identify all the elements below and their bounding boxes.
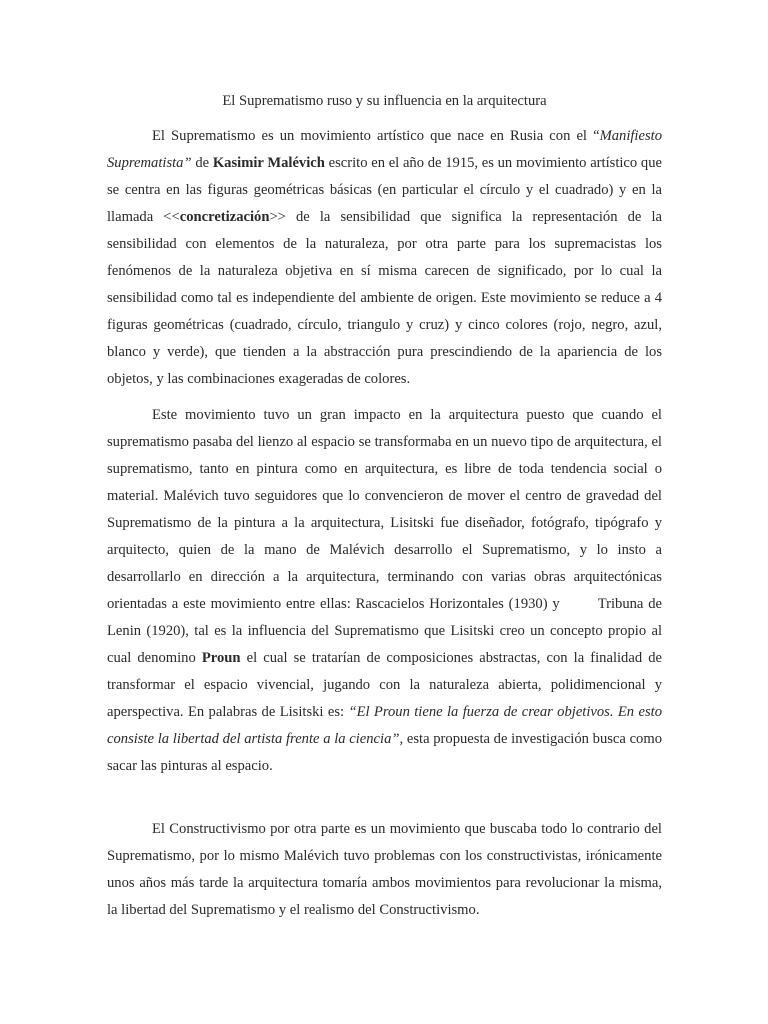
p1-term-concretizacion: concretización — [179, 209, 270, 225]
p2-text-2: Tribuna de Lenin (1920), tal es la influencia del Suprematismo que Lisitski creo un concepto propio al cual denomino — [107, 596, 663, 666]
p1-text-1: El Suprematismo es un movimiento artístico que nace en Rusia con el “ — [152, 128, 600, 144]
p3-text-1: El Constructivismo por otra parte es un movimiento que buscaba todo lo contrario del Suprematismo, por lo mismo Malévich tuvo problemas con los constructivistas, irónicamente unos años más tarde la arquitectura tomaría ambos movimientos para revolucionar la misma, la libertad del Suprematismo y el realismo del Constructivismo. — [107, 821, 662, 918]
p1-text-5: escrito en el año de 1915, es un movimiento artístico que se centra en las figuras geométricas básicas (en particular el círculo y el cuadrado) y en la llamada << — [107, 155, 662, 225]
p2-quote: “El Proun tiene la fuerza de crear objetivos. En esto consiste la libertad del artista frente a la ciencia”, — [107, 704, 662, 747]
p2-text-4: el cual se tratarían de composiciones abstractas, con la finalidad de transformar el espacio vivencial, jugando con la naturaleza abierta, polidimencional y aperspectiva. En palabras de Lisitski es: — [107, 650, 662, 720]
p1-author-name: Kasimir Malévich — [212, 155, 325, 171]
p2-text-6: esta propuesta de investigación busca como sacar las pinturas al espacio. — [107, 731, 662, 774]
p2-text-1: Este movimiento tuvo un gran impacto en la arquitectura puesto que cuando el suprematismo pasaba del lienzo al espacio se transformaba en un nuevo tipo de arquitectura, el suprematismo, tanto en pintura como en arquitectura, es libre de toda tendencia social o material. Malévich tuvo seguidores que lo convencieron de mover el centro de gravedad del Suprematismo de la pintura a la arquitectura, Lisitski fue diseñador, fotógrafo, tipógrafo y arquitecto, quien de la mano de Malévich desarrollo el Suprematismo, y lo insto a desarrollarlo en dirección a la arquitectura, terminando con varias obras arquitectónicas orientadas a este movimiento entre ellas: Rascacielos Horizontales (1930) y — [107, 407, 662, 612]
p1-text-3: de — [191, 155, 213, 171]
document-title: El Suprematismo ruso y su influencia en la arquitectura — [222, 93, 547, 109]
p2-term-proun: Proun — [201, 650, 241, 666]
paragraph-1 — [107, 123, 662, 393]
p1-text-7: >> de la sensibilidad que significa la representación de la sensibilidad con elementos de la naturaleza, por otra parte para los supremacistas los fenómenos de la naturaleza objetiva en sí misma carecen de significado, por lo cual la sensibilidad como tal es independiente del ambiente de origen. Este movimiento se reduce a 4 figuras geométricas (cuadrado, círculo, triangulo y cruz) y cinco colores (rojo, negro, azul, blanco y verde), que tienden a la abstracción pura prescindiendo de la apariencia de los objetos, y las combinaciones exageradas de colores. — [107, 209, 662, 387]
paragraph-3 — [107, 816, 662, 924]
p1-manifesto-title: Manifiesto Suprematista” — [107, 128, 662, 171]
paragraph-2 — [107, 402, 662, 780]
